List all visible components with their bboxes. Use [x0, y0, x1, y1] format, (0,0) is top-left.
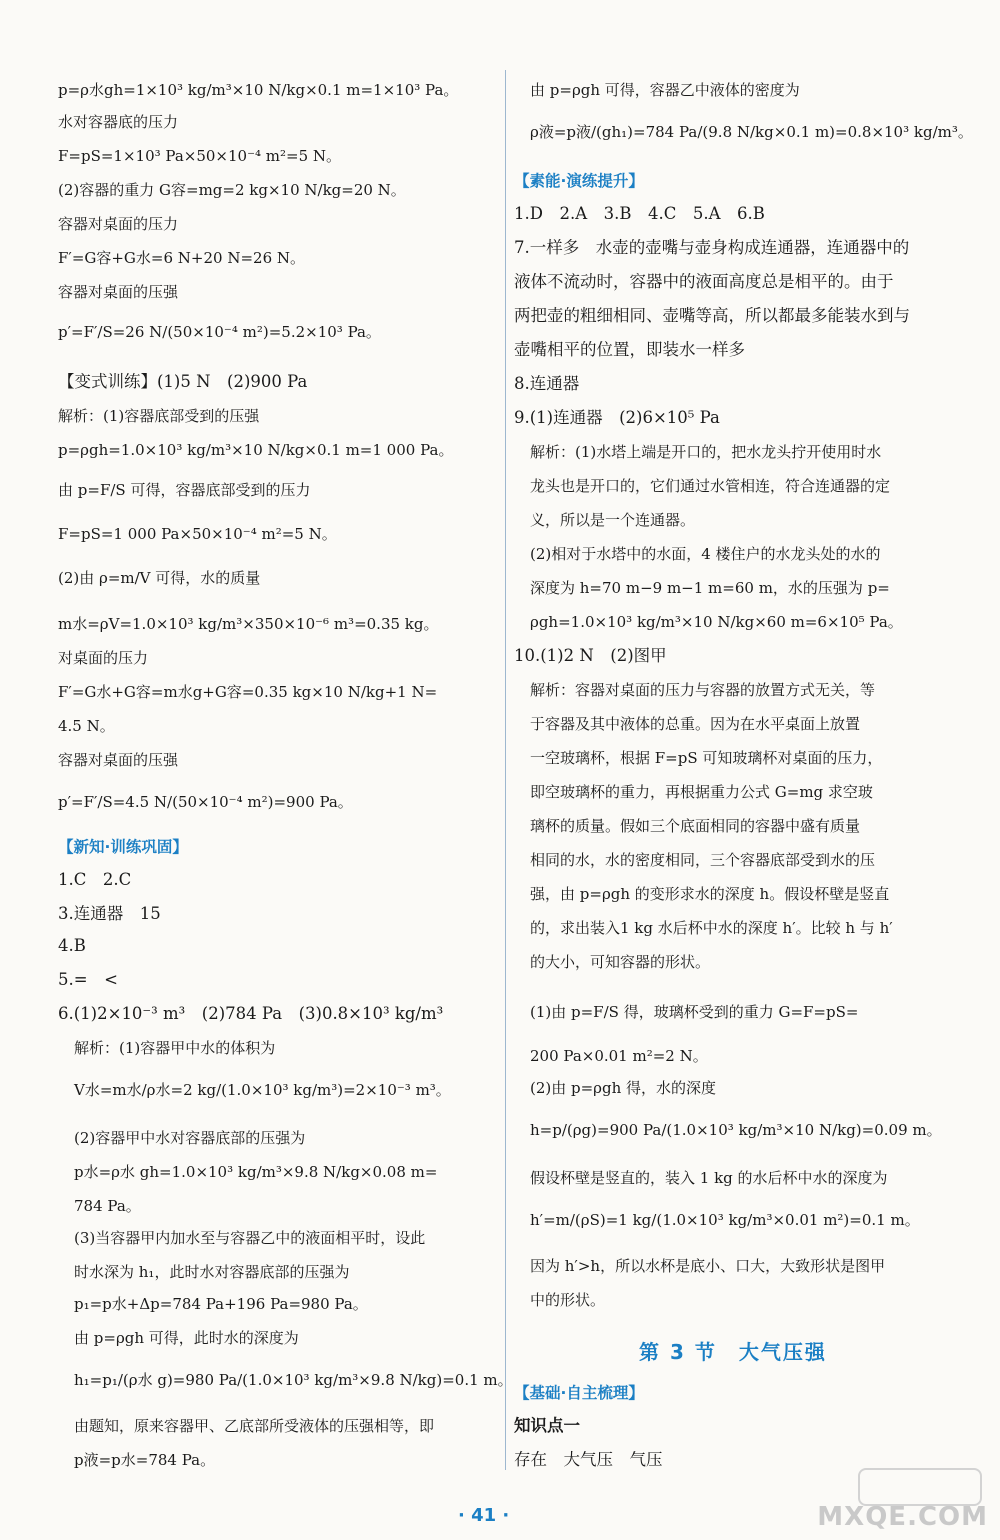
page-number: · 41 · [458, 1505, 510, 1526]
text-line: 因为 h′>h，所以水杯是底小、口大，大致形状是图甲 [530, 1257, 886, 1275]
text-line: (2)容器的重力 G容=mg=2 kg×10 N/kg=20 N。 [58, 181, 406, 199]
watermark-logo [858, 1468, 982, 1506]
text-line: (2)由 ρ=m/V 可得，水的质量 [58, 569, 261, 587]
text-line: 容器对桌面的压强 [58, 283, 179, 301]
answer-line: 4.B [58, 936, 86, 955]
answer-line: 1.C 2.C [58, 870, 132, 889]
text-line: 假设杯壁是竖直的，装入 1 kg 的水后杯中水的深度为 [530, 1169, 888, 1187]
section-heading-competency: 【素能·演练提升】 [514, 172, 644, 190]
text-line: 由 p=ρgh 可得，此时水的深度为 [74, 1329, 299, 1347]
text-line: (2)容器甲中水对容器底部的压强为 [74, 1129, 306, 1147]
formula-line: p′=F′/S=4.5 N/(50×10⁻⁴ m²)=900 Pa。 [58, 793, 353, 811]
text-line: m水=ρV=1.0×10³ kg/m³×350×10⁻⁶ m³=0.35 kg。 [58, 615, 439, 633]
text-line: F=pS=1×10³ Pa×50×10⁻⁴ m²=5 N。 [58, 147, 342, 165]
text-line: 解析：容器对桌面的压力与容器的放置方式无关，等 [530, 681, 876, 699]
answer-line: 8.连通器 [514, 374, 580, 393]
text-line: p=ρ水gh=1×10³ kg/m³×10 N/kg×0.1 m=1×10³ Pa。 [58, 81, 459, 99]
answer-line: 5.= < [58, 970, 118, 989]
section-heading-basics: 【基础·自主梳理】 [514, 1384, 644, 1402]
text-line: 解析：(1)水塔上端是开口的，把水龙头拧开使用时水 [530, 443, 882, 461]
text-line: 由 p=ρgh 可得，容器乙中液体的密度为 [530, 81, 800, 99]
text-line: 200 Pa×0.01 m²=2 N。 [530, 1047, 708, 1065]
text-line: F′=G水+G容=m水g+G容=0.35 kg×10 N/kg+1 N= [58, 683, 438, 701]
text-line: 容器对桌面的压力 [58, 215, 179, 233]
text-line: 壶嘴相平的位置，即装水一样多 [514, 340, 745, 359]
text-line: p液=p水=784 Pa。 [74, 1451, 216, 1469]
text-line: 液体不流动时，容器中的液面高度总是相平的。由于 [514, 272, 894, 291]
knowledge-point-heading: 知识点一 [514, 1416, 580, 1435]
text-line: 对桌面的压力 [58, 649, 149, 667]
text-line: 深度为 h=70 m−9 m−1 m=60 m，水的压强为 p= [530, 579, 890, 597]
answer-line: 7.一样多 水壶的壶嘴与壶身构成连通器，连通器中的 [514, 238, 910, 257]
text-line: 4.5 N。 [58, 717, 115, 735]
text-line: p₁=p水+Δp=784 Pa+196 Pa=980 Pa。 [74, 1295, 368, 1313]
text-line: 中的形状。 [530, 1291, 606, 1309]
answer-line: 9.(1)连通器 (2)6×10⁵ Pa [514, 408, 720, 427]
text-line: 784 Pa。 [74, 1197, 141, 1215]
formula-line: p′=F′/S=26 N/(50×10⁻⁴ m²)=5.2×10³ Pa。 [58, 323, 381, 341]
answer-line: 1.D 2.A 3.B 4.C 5.A 6.B [514, 204, 765, 223]
text-line: 容器对桌面的压强 [58, 751, 179, 769]
text-line: 的，求出装入1 kg 水后杯中水的深度 h′。比较 h 与 h′ [530, 919, 893, 937]
text-line: p=ρgh=1.0×10³ kg/m³×10 N/kg×0.1 m=1 000 Pa。 [58, 441, 454, 459]
text-line: (2)由 p=ρgh 得，水的深度 [530, 1079, 717, 1097]
text-line: 的大小，可知容器的形状。 [530, 953, 711, 971]
text-line: 相同的水，水的密度相同，三个容器底部受到水的压 [530, 851, 876, 869]
text-line: 时水深为 h₁，此时水对容器底部的压强为 [74, 1263, 350, 1281]
variant-training-answer: 【变式训练】(1)5 N (2)900 Pa [58, 372, 308, 391]
answer-line: 3.连通器 15 [58, 904, 161, 923]
text-line: 义，所以是一个连通器。 [530, 511, 696, 529]
text-line: 即空玻璃杯的重力，再根据重力公式 G=mg 求空玻 [530, 783, 873, 801]
text-line: 由 p=F/S 可得，容器底部受到的压力 [58, 481, 311, 499]
text-line: 解析：(1)容器甲中水的体积为 [74, 1039, 276, 1057]
section-heading-new-knowledge: 【新知·训练巩固】 [58, 838, 188, 856]
formula-line: ρ液=p液/(gh₁)=784 Pa/(9.8 N/kg×0.1 m)=0.8×10³ kg/m³。 [530, 123, 973, 141]
formula-line: V水=m水/ρ水=2 kg/(1.0×10³ kg/m³)=2×10⁻³ m³。 [74, 1081, 451, 1099]
text-line: 水对容器底的压力 [58, 113, 179, 131]
chapter-title: 第 3 节 大气压强 [639, 1340, 827, 1364]
text-line: 一空玻璃杯，根据 F=pS 可知玻璃杯对桌面的压力， [530, 749, 883, 767]
answer-line: 10.(1)2 N (2)图甲 [514, 646, 667, 665]
text-line: p水=ρ水 gh=1.0×10³ kg/m³×9.8 N/kg×0.08 m= [74, 1163, 438, 1181]
text-line: 两把壶的粗细相同、壶嘴等高，所以都最多能装水到与 [514, 306, 910, 325]
text-line: ρgh=1.0×10³ kg/m³×10 N/kg×60 m=6×10⁵ Pa。 [530, 613, 903, 631]
text-line: (3)当容器甲内加水至与容器乙中的液面相平时，设此 [74, 1229, 426, 1247]
text-line: 解析：(1)容器底部受到的压强 [58, 407, 260, 425]
text-line: (2)相对于水塔中的水面，4 楼住户的水龙头处的水的 [530, 545, 881, 563]
text-line: F=pS=1 000 Pa×50×10⁻⁴ m²=5 N。 [58, 525, 337, 543]
text-line: 强，由 p=ρgh 的变形求水的深度 h。假设杯壁是竖直 [530, 885, 890, 903]
column-divider [505, 70, 506, 1470]
answer-line: 存在 大气压 气压 [514, 1450, 663, 1469]
text-line: 由题知，原来容器甲、乙底部所受液体的压强相等，即 [74, 1417, 435, 1435]
text-line: 于容器及其中液体的总重。因为在水平桌面上放置 [530, 715, 861, 733]
formula-line: (1)由 p=F/S 得，玻璃杯受到的重力 G=F=pS= [530, 1003, 859, 1021]
watermark-text: MXQE.COM [817, 1502, 988, 1532]
answer-line: 6.(1)2×10⁻³ m³ (2)784 Pa (3)0.8×10³ kg/m³ [58, 1004, 444, 1023]
formula-line: h=p/(ρg)=900 Pa/(1.0×10³ kg/m³×10 N/kg)=0.09 m。 [530, 1121, 942, 1139]
text-line: 璃杯的质量。假如三个底面相同的容器中盛有质量 [530, 817, 861, 835]
formula-line: h₁=p₁/(ρ水 g)=980 Pa/(1.0×10³ kg/m³×9.8 N/kg)=0.1 m。 [74, 1371, 513, 1389]
formula-line: h′=m/(ρS)=1 kg/(1.0×10³ kg/m³×0.01 m²)=0.1 m。 [530, 1211, 920, 1229]
text-line: 龙头也是开口的，它们通过水管相连，符合连通器的定 [530, 477, 891, 495]
text-line: F′=G容+G水=6 N+20 N=26 N。 [58, 249, 306, 267]
